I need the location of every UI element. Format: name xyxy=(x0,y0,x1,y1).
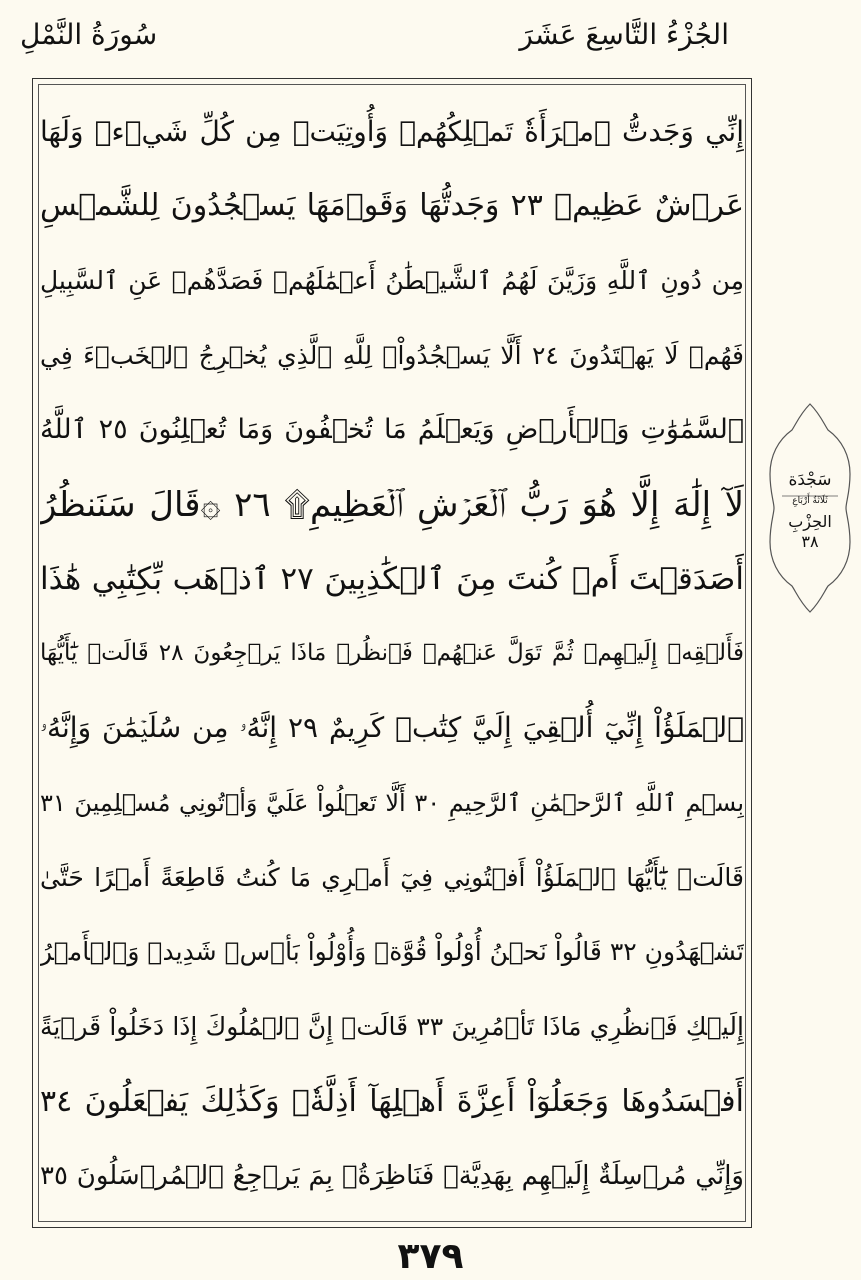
text-line-3: مِن دُونِ ٱللَّهِ وَزَيَّنَ لَهُمُ ٱلشَّيۡطَٰنُ أَعۡمَٰلَهُمۡ فَصَدَّهُمۡ عَنِ ٱلسَّبِيلِ xyxy=(40,265,744,295)
text-line-5: ٱلسَّمَٰوَٰتِ وَٱلۡأَرۡضِ وَيَعۡلَمُ مَا تُخۡفُونَ وَمَا تُعۡلِنُونَ ٢٥ ٱللَّهُ xyxy=(40,414,744,446)
text-line-11: قَالَتۡ يَٰٓأَيُّهَا ٱلۡمَلَؤُاْ أَفۡتُونِي فِيٓ أَمۡرِي مَا كُنتُ قَاطِعَةً أَمۡرًا حَتَّىٰ xyxy=(40,862,744,892)
text-line-2: عَرۡشٌ عَظِيمٞ ٢٣ وَجَدتُّهَا وَقَوۡمَهَا يَسۡجُدُونَ لِلشَّمۡسِ xyxy=(40,188,744,224)
juz-title: الجُزْءُ التَّاسِعَ عَشَرَ xyxy=(519,18,729,51)
hizb-number: ٣٨ xyxy=(801,532,819,551)
text-line-12: تَشۡهَدُونِ ٣٢ قَالُواْ نَحۡنُ أُوْلُواْ قُوَّةٖ وَأُوْلُواْ بَأۡسٖ شَدِيدٖ وَٱلۡأَمۡرُ xyxy=(40,937,744,967)
sajda-hizb-marker xyxy=(768,400,852,616)
text-line-13: إِلَيۡكِ فَٱنظُرِي مَاذَا تَأۡمُرِينَ ٣٣ قَالَتۡ إِنَّ ٱلۡمُلُوكَ إِذَا دَخَلُواْ قَرۡيَةً xyxy=(40,1011,744,1041)
quran-text xyxy=(40,94,744,1214)
text-line-14: أَفۡسَدُوهَا وَجَعَلُوٓاْ أَعِزَّةَ أَهۡلِهَآ أَذِلَّةٗۚ وَكَذَٰلِكَ يَفۡعَلُونَ ٣٤ xyxy=(40,1083,744,1119)
page-number: ٣٧٩ xyxy=(397,1236,464,1277)
sajda-label: سَجْدَة xyxy=(788,470,832,490)
text-line-10: بِسۡمِ ٱللَّهِ ٱلرَّحۡمَٰنِ ٱلرَّحِيمِ ٣٠ أَلَّا تَعۡلُواْ عَلَيَّ وَأۡتُونِي مُسۡلِمِينَ ٣١ xyxy=(40,788,744,817)
surah-title: سُورَةُ النَّمْلِ xyxy=(20,18,158,51)
quarter-label: ثَلَاثَةُ أَرْبَاعِ xyxy=(792,496,828,506)
text-line-4: فَهُمۡ لَا يَهۡتَدُونَ ٢٤ أَلَّا يَسۡجُدُواْۤ لِلَّهِ ٱلَّذِي يُخۡرِجُ ٱلۡخَبۡءَ فِي xyxy=(40,340,744,370)
text-line-6: لَآ إِلَٰهَ إِلَّا هُوَ رَبُّ ٱلۡعَرۡشِ ٱلۡعَظِيمِ۩ ٢٦ ۞قَالَ سَنَنظُرُ xyxy=(40,484,744,525)
text-line-15: وَإِنِّي مُرۡسِلَةٌ إِلَيۡهِم بِهَدِيَّةٖ فَنَاظِرَةُۢ بِمَ يَرۡجِعُ ٱلۡمُرۡسَلُونَ ٣٥ xyxy=(40,1160,744,1191)
text-line-7: أَصَدَقۡتَ أَمۡ كُنتَ مِنَ ٱلۡكَٰذِبِينَ ٢٧ ٱذۡهَب بِّكِتَٰبِي هَٰذَا xyxy=(40,560,744,597)
marker-ornament-icon xyxy=(768,400,852,616)
text-line-8: فَأَلۡقِهۡ إِلَيۡهِمۡ ثُمَّ تَوَلَّ عَنۡهُمۡ فَٱنظُرۡ مَاذَا يَرۡجِعُونَ ٢٨ قَالَتۡ يَٰٓأَيُّهَا xyxy=(40,640,744,667)
text-line-9: ٱلۡمَلَؤُاْ إِنِّيٓ أُلۡقِيَ إِلَيَّ كِتَٰبٞ كَرِيمٌ ٢٩ إِنَّهُۥ مِن سُلَيۡمَٰنَ وَإِنَّهُۥ xyxy=(40,711,744,745)
text-line-1: إِنِّي وَجَدتُّ ٱمۡرَأَةٗ تَمۡلِكُهُمۡ وَأُوتِيَتۡ مِن كُلِّ شَيۡءٖ وَلَهَا xyxy=(40,114,744,148)
hizb-label: الحِزْبِ xyxy=(788,512,832,531)
